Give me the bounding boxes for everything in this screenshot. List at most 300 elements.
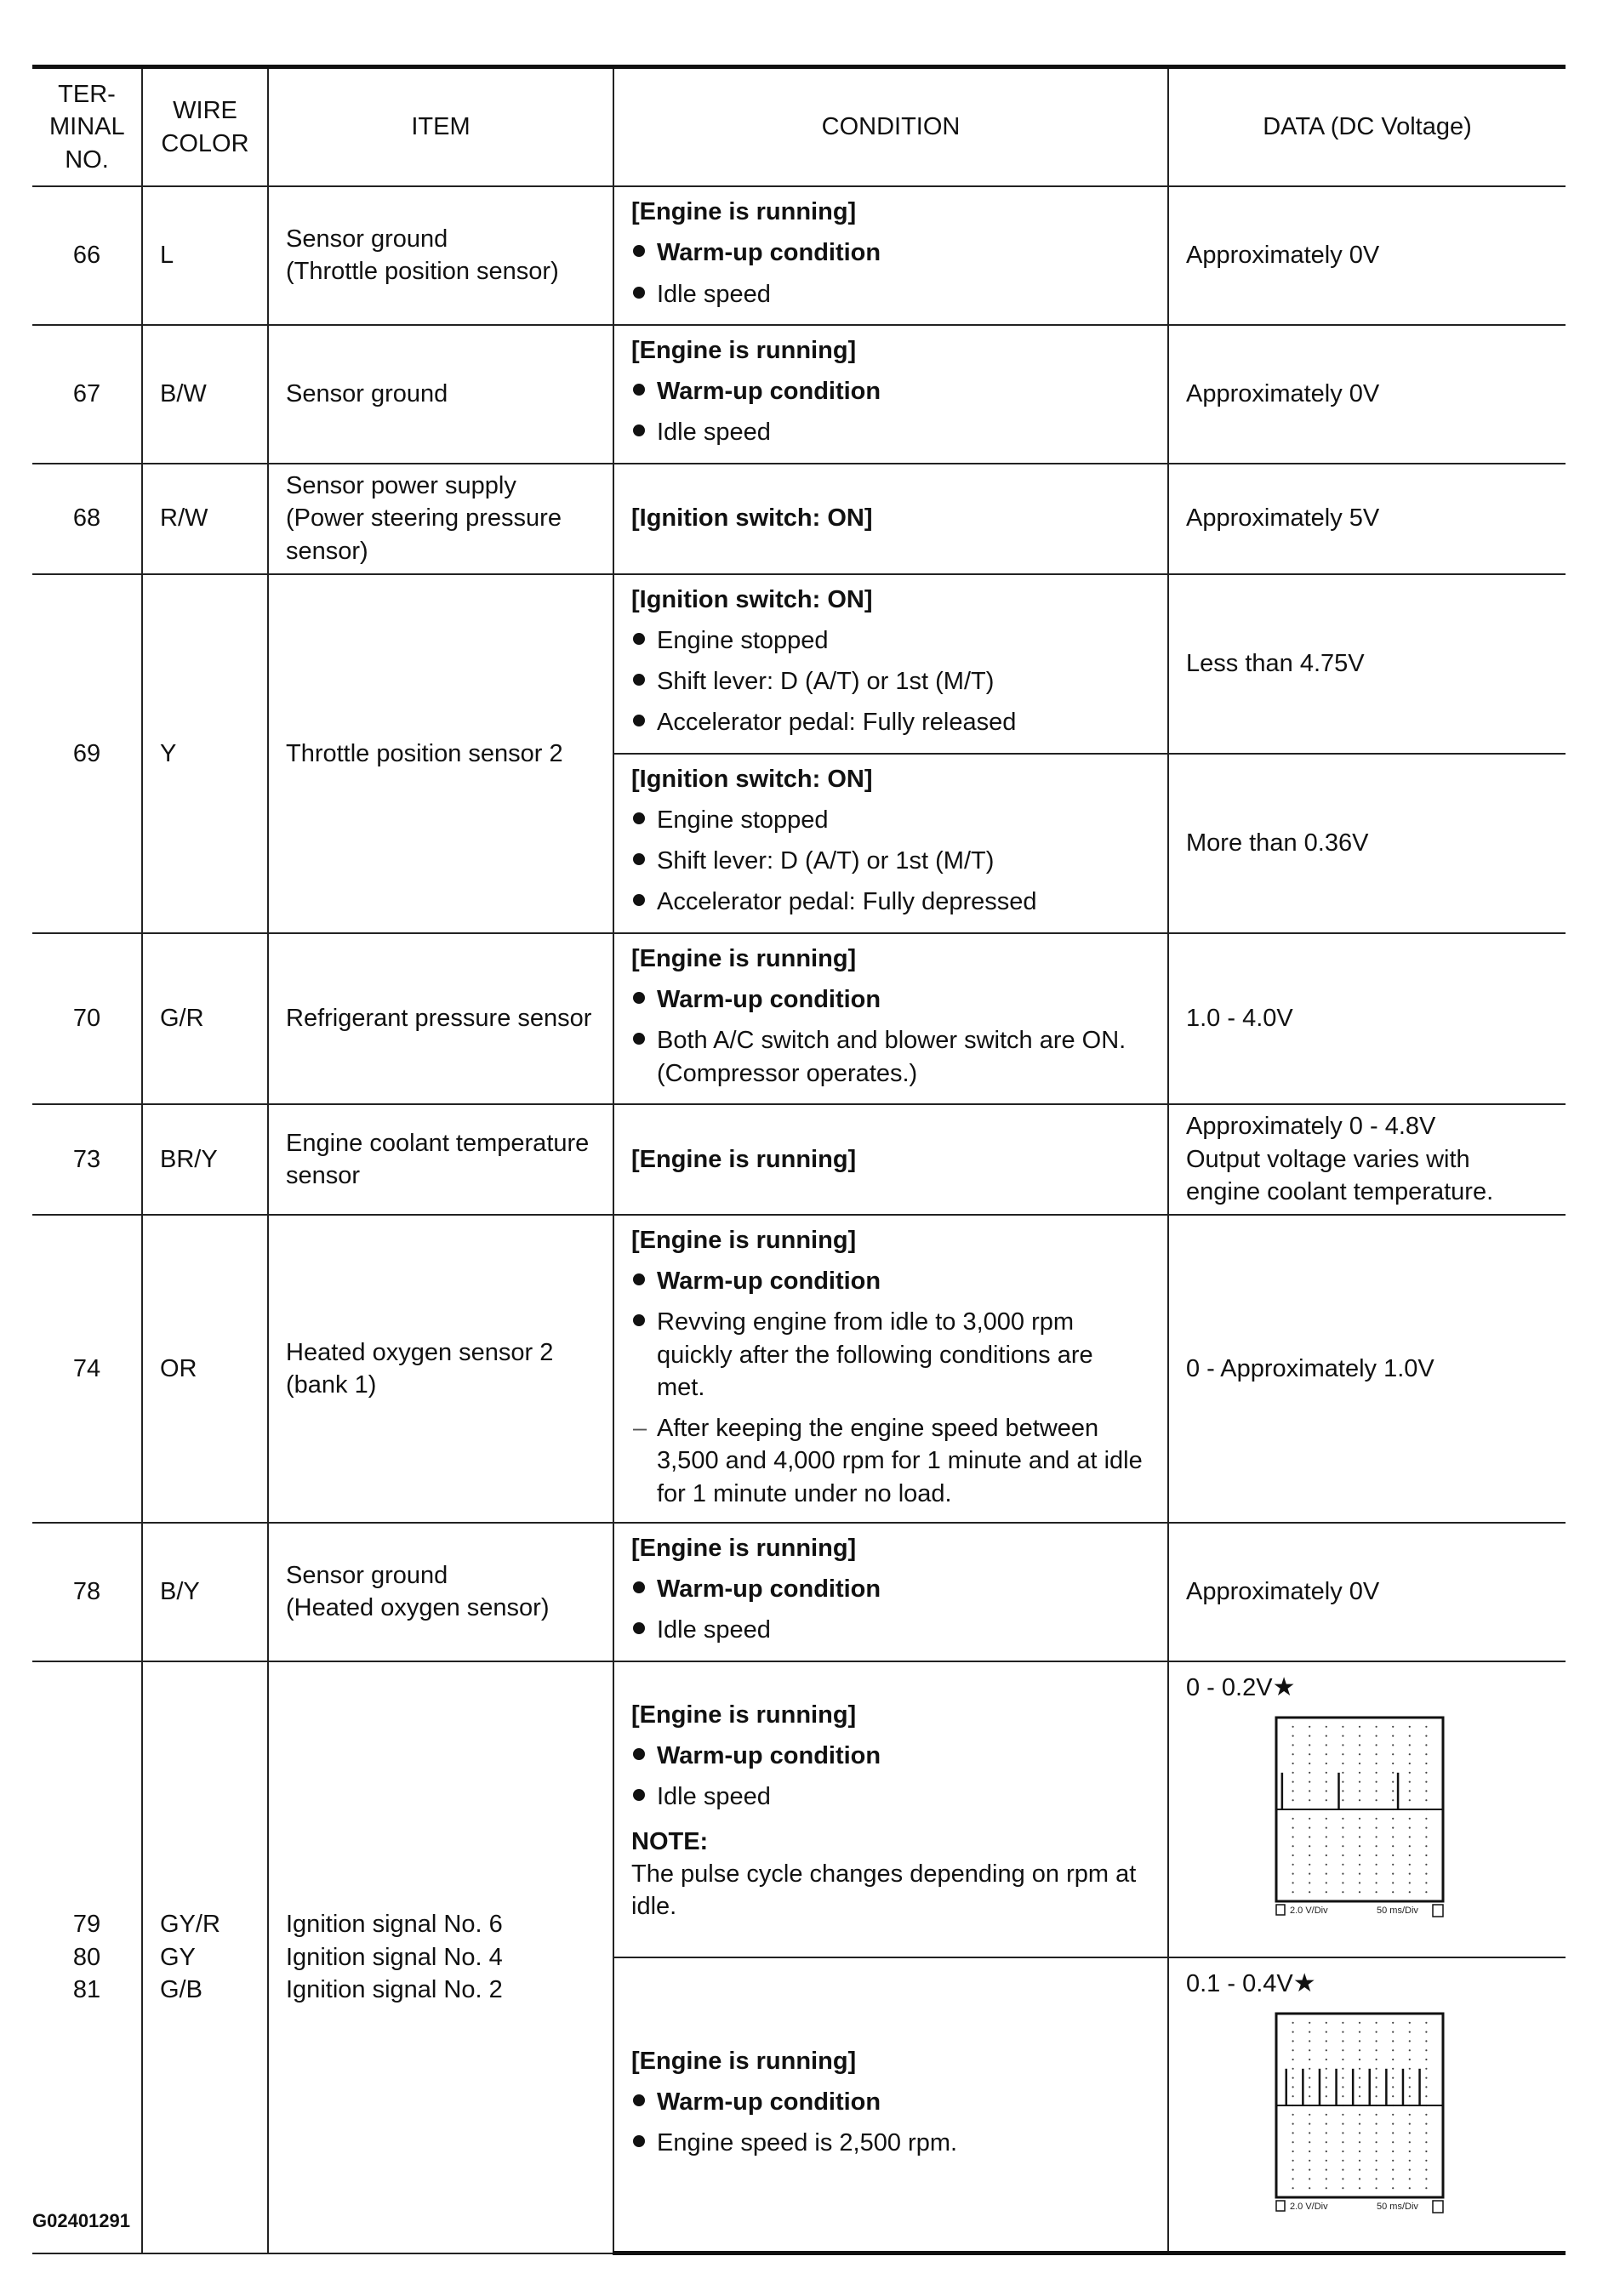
data-value: 0 - 0.2V xyxy=(1186,1673,1273,1701)
condition-bullet xyxy=(631,886,1150,918)
grid-dot xyxy=(1309,1791,1310,1792)
condition-heading: [Engine is running] xyxy=(631,1226,857,1254)
grid-dot xyxy=(1309,2187,1310,2189)
grid-dot xyxy=(1409,1818,1411,1820)
terminal-no: 67 xyxy=(32,325,142,464)
grid-dot xyxy=(1359,2087,1360,2088)
condition-heading: [Engine is running] xyxy=(631,1534,857,1562)
grid-dot xyxy=(1359,1845,1360,1847)
grid-dot xyxy=(1376,2179,1377,2180)
grid-dot xyxy=(1326,2041,1327,2042)
header-data: DATA (DC Voltage) xyxy=(1168,67,1566,187)
grid-dot xyxy=(1292,2141,1294,2143)
grid-dot xyxy=(1359,1763,1360,1764)
condition-bullet xyxy=(631,416,1150,448)
grid-dot xyxy=(1309,2169,1310,2171)
grid-dot xyxy=(1376,2151,1377,2152)
grid-dot xyxy=(1309,1763,1310,1764)
grid-dot xyxy=(1292,2077,1294,2079)
grid-dot xyxy=(1425,2041,1427,2042)
grid-dot xyxy=(1342,1837,1343,1838)
wire-color: B/W xyxy=(142,325,268,464)
scope-volt-scale: 2.0 V/Div xyxy=(1290,2202,1328,2213)
grid-dot xyxy=(1309,2151,1310,2152)
grid-dot xyxy=(1292,2169,1294,2171)
grid-dot xyxy=(1425,2141,1427,2143)
grid-dot xyxy=(1342,1864,1343,1866)
grid-dot xyxy=(1409,1864,1411,1866)
condition-cell xyxy=(613,186,1168,325)
grid-dot xyxy=(1425,2031,1427,2033)
condition-bullet xyxy=(631,1573,1150,1605)
grid-dot xyxy=(1292,1827,1294,1829)
grid-dot xyxy=(1376,2169,1377,2171)
grid-dot xyxy=(1376,2022,1377,2024)
header-terminal: TER- MINAL NO. xyxy=(32,67,142,187)
grid-dot xyxy=(1376,1745,1377,1746)
grid-dot xyxy=(1342,2187,1343,2189)
grid-dot xyxy=(1376,2041,1377,2042)
grid-dot xyxy=(1309,2179,1310,2180)
condition-bullet xyxy=(631,1265,1150,1297)
bullet-icon xyxy=(633,715,645,726)
grid-dot xyxy=(1292,2179,1294,2180)
grid-dot xyxy=(1425,1837,1427,1838)
bullet-text: Idle speed xyxy=(657,1616,771,1644)
grid-dot xyxy=(1309,1883,1310,1884)
bullet-icon xyxy=(633,1789,645,1801)
grid-dot xyxy=(1342,2179,1343,2180)
grid-dot xyxy=(1425,2059,1427,2060)
bullet-text: Warm-up condition xyxy=(657,1268,881,1296)
grid-dot xyxy=(1326,1864,1327,1866)
bullet-text: Shift lever: D (A/T) or 1st (M/T) xyxy=(657,668,995,696)
grid-dot xyxy=(1392,1827,1394,1829)
grid-dot xyxy=(1376,1791,1377,1792)
grid-dot xyxy=(1392,2031,1394,2033)
grid-dot xyxy=(1425,1845,1427,1847)
grid-dot xyxy=(1392,2041,1394,2042)
terminal-no: 68 xyxy=(32,464,142,574)
scope-mode-icon xyxy=(1276,1905,1285,1915)
grid-dot xyxy=(1309,2041,1310,2042)
grid-dot xyxy=(1409,1753,1411,1755)
table-row xyxy=(32,933,1566,1104)
condition-bullet xyxy=(631,1740,1150,1772)
grid-dot xyxy=(1425,1772,1427,1774)
grid-dot xyxy=(1359,2031,1360,2033)
condition-bullet xyxy=(631,2086,1150,2118)
grid-dot xyxy=(1326,2160,1327,2162)
grid-dot xyxy=(1292,1837,1294,1838)
grid-dot xyxy=(1376,1845,1377,1847)
grid-dot xyxy=(1425,1799,1427,1801)
grid-dot xyxy=(1292,1864,1294,1866)
grid-dot xyxy=(1359,2068,1360,2070)
table-row xyxy=(32,1215,1566,1523)
grid-dot xyxy=(1409,2141,1411,2143)
grid-dot xyxy=(1342,2077,1343,2079)
grid-dot xyxy=(1376,2187,1377,2189)
grid-dot xyxy=(1425,2160,1427,2162)
grid-dot xyxy=(1359,1864,1360,1866)
grid-dot xyxy=(1392,1873,1394,1875)
item-text: Heated oxygen sensor 2 (bank 1) xyxy=(268,1215,613,1523)
grid-dot xyxy=(1392,2133,1394,2134)
grid-dot xyxy=(1309,1772,1310,1774)
grid-dot xyxy=(1392,2169,1394,2171)
grid-dot xyxy=(1326,1854,1327,1856)
data-value: Approximately 0V xyxy=(1168,325,1566,464)
terminal-no: 74 xyxy=(32,1215,142,1523)
grid-dot xyxy=(1392,2151,1394,2152)
grid-dot xyxy=(1425,1791,1427,1792)
grid-dot xyxy=(1376,1873,1377,1875)
terminal-no: 69 xyxy=(32,574,142,933)
condition-sub-item xyxy=(631,1412,1150,1510)
bullet-text: Warm-up condition xyxy=(657,985,881,1013)
grid-dot xyxy=(1376,1891,1377,1893)
grid-dot xyxy=(1376,1837,1377,1838)
bullet-icon xyxy=(633,2135,645,2147)
grid-dot xyxy=(1392,1735,1394,1737)
grid-dot xyxy=(1309,2059,1310,2060)
condition-bullet xyxy=(631,236,1150,269)
bullet-icon xyxy=(633,1033,645,1045)
item-text: Engine coolant temperature sensor xyxy=(268,1104,613,1215)
wire-color: B/Y xyxy=(142,1523,268,1661)
oscilloscope-waveform-idle xyxy=(1269,1716,1450,1918)
data-cell xyxy=(1168,1661,1566,1957)
bullet-text: Warm-up condition xyxy=(657,1742,881,1770)
grid-dot xyxy=(1326,2179,1327,2180)
grid-dot xyxy=(1309,2141,1310,2143)
grid-dot xyxy=(1425,1781,1427,1783)
grid-dot xyxy=(1326,2169,1327,2171)
condition-heading: [Ignition switch: ON] xyxy=(631,504,873,533)
grid-dot xyxy=(1342,2133,1343,2134)
grid-dot xyxy=(1342,2114,1343,2116)
bullet-text: Engine speed is 2,500 rpm. xyxy=(657,2129,958,2157)
grid-dot xyxy=(1326,1837,1327,1838)
grid-dot xyxy=(1392,1891,1394,1893)
scope-mode-icon xyxy=(1276,2201,1285,2211)
grid-dot xyxy=(1292,2049,1294,2051)
grid-dot xyxy=(1292,1845,1294,1847)
grid-dot xyxy=(1309,1735,1310,1737)
grid-dot xyxy=(1309,1745,1310,1746)
grid-dot xyxy=(1376,2068,1377,2070)
grid-dot xyxy=(1292,2123,1294,2125)
grid-dot xyxy=(1425,2049,1427,2051)
grid-dot xyxy=(1309,1818,1310,1820)
grid-dot xyxy=(1376,2077,1377,2079)
grid-dot xyxy=(1342,2059,1343,2060)
grid-dot xyxy=(1409,1791,1411,1792)
header-condition: CONDITION xyxy=(613,67,1168,187)
grid-dot xyxy=(1292,2022,1294,2024)
bullet-text: Accelerator pedal: Fully released xyxy=(657,709,1017,737)
scope-corner-box xyxy=(1433,1905,1443,1917)
data-value: Approximately 0 - 4.8V Output voltage varies with engine coolant temperature. xyxy=(1168,1104,1566,1215)
grid-dot xyxy=(1326,2114,1327,2116)
condition-bullet xyxy=(631,1024,1150,1090)
grid-dot xyxy=(1392,2160,1394,2162)
grid-dot xyxy=(1292,1873,1294,1875)
grid-dot xyxy=(1425,1745,1427,1746)
bullet-icon xyxy=(633,1622,645,1634)
grid-dot xyxy=(1376,2049,1377,2051)
grid-dot xyxy=(1292,1799,1294,1801)
grid-dot xyxy=(1409,2151,1411,2152)
star-icon: ★ xyxy=(1292,1968,1316,1997)
grid-dot xyxy=(1309,2077,1310,2079)
grid-dot xyxy=(1309,1845,1310,1847)
condition-bullet xyxy=(631,1780,1150,1813)
data-value: Approximately 0V xyxy=(1168,1523,1566,1661)
table-row xyxy=(32,1661,1566,1957)
grid-dot xyxy=(1425,2077,1427,2079)
grid-dot xyxy=(1292,2114,1294,2116)
grid-dot xyxy=(1342,1873,1343,1875)
table-row xyxy=(32,464,1566,574)
wire-color: G/R xyxy=(142,933,268,1104)
grid-dot xyxy=(1342,2041,1343,2042)
grid-dot xyxy=(1359,1781,1360,1783)
condition-cell xyxy=(613,1523,1168,1661)
grid-dot xyxy=(1376,1735,1377,1737)
condition-heading: [Engine is running] xyxy=(631,1145,857,1173)
grid-dot xyxy=(1309,2068,1310,2070)
grid-dot xyxy=(1392,2049,1394,2051)
condition-bullet xyxy=(631,624,1150,657)
bullet-text: Both A/C switch and blower switch are ON. (Compressor operates.) xyxy=(657,1027,1126,1087)
condition-bullet xyxy=(631,983,1150,1016)
grid-dot xyxy=(1425,1763,1427,1764)
grid-dot xyxy=(1392,2141,1394,2143)
grid-dot xyxy=(1359,2095,1360,2097)
grid-dot xyxy=(1376,2141,1377,2143)
scope-time-scale: 50 ms/Div xyxy=(1377,2202,1418,2213)
bullet-text: Idle speed xyxy=(657,280,771,308)
terminal-no: 73 xyxy=(32,1104,142,1215)
grid-dot xyxy=(1409,1854,1411,1856)
grid-dot xyxy=(1326,1753,1327,1755)
grid-dot xyxy=(1425,1753,1427,1755)
bullet-icon xyxy=(633,853,645,865)
grid-dot xyxy=(1425,1864,1427,1866)
item-text: Sensor ground xyxy=(268,325,613,464)
grid-dot xyxy=(1409,1827,1411,1829)
bullet-text: Shift lever: D (A/T) or 1st (M/T) xyxy=(657,847,995,875)
grid-dot xyxy=(1359,2141,1360,2143)
grid-dot xyxy=(1409,2068,1411,2070)
grid-dot xyxy=(1359,2133,1360,2134)
grid-dot xyxy=(1409,1799,1411,1801)
grid-dot xyxy=(1359,1883,1360,1884)
grid-dot xyxy=(1292,1854,1294,1856)
grid-dot xyxy=(1326,1891,1327,1893)
grid-dot xyxy=(1309,2160,1310,2162)
grid-dot xyxy=(1359,1735,1360,1737)
grid-dot xyxy=(1409,1772,1411,1774)
data-value: Less than 4.75V xyxy=(1168,574,1566,754)
grid-dot xyxy=(1392,1854,1394,1856)
grid-dot xyxy=(1342,2123,1343,2125)
condition-cell xyxy=(613,574,1168,754)
grid-dot xyxy=(1342,1799,1343,1801)
grid-dot xyxy=(1309,1781,1310,1783)
wire-color: Y xyxy=(142,574,268,933)
header-row xyxy=(32,67,1566,187)
grid-dot xyxy=(1326,2141,1327,2143)
bullet-text: Engine stopped xyxy=(657,806,829,834)
grid-dot xyxy=(1326,2133,1327,2134)
grid-dot xyxy=(1359,2179,1360,2180)
grid-dot xyxy=(1326,1799,1327,1801)
grid-dot xyxy=(1425,1891,1427,1893)
terminal-no: 78 xyxy=(32,1523,142,1661)
grid-dot xyxy=(1342,2160,1343,2162)
grid-dot xyxy=(1392,1837,1394,1838)
grid-dot xyxy=(1309,2095,1310,2097)
grid-dot xyxy=(1359,1772,1360,1774)
data-value: 0 - Approximately 1.0V xyxy=(1168,1215,1566,1523)
grid-dot xyxy=(1342,1791,1343,1792)
grid-dot xyxy=(1376,1799,1377,1801)
bullet-icon xyxy=(633,424,645,436)
grid-dot xyxy=(1409,2077,1411,2079)
grid-dot xyxy=(1409,2169,1411,2171)
grid-dot xyxy=(1309,2123,1310,2125)
condition-bullet xyxy=(631,278,1150,311)
grid-dot xyxy=(1292,2041,1294,2042)
grid-dot xyxy=(1342,1827,1343,1829)
table-row xyxy=(32,325,1566,464)
grid-dot xyxy=(1292,1883,1294,1884)
grid-dot xyxy=(1409,2031,1411,2033)
note-text: The pulse cycle changes depending on rpm at idle. xyxy=(631,1860,1137,1921)
condition-cell xyxy=(613,464,1168,574)
data-value: Approximately 5V xyxy=(1168,464,1566,574)
grid-dot xyxy=(1359,2077,1360,2079)
grid-dot xyxy=(1342,2022,1343,2024)
wire-color: OR xyxy=(142,1215,268,1523)
grid-dot xyxy=(1309,1837,1310,1838)
grid-dot xyxy=(1326,2068,1327,2070)
grid-dot xyxy=(1425,1854,1427,1856)
grid-dot xyxy=(1376,1827,1377,1829)
grid-dot xyxy=(1392,2095,1394,2097)
bullet-text: Revving engine from idle to 3,000 rpm quickly after the following conditions are met. xyxy=(657,1308,1093,1401)
table-row xyxy=(32,1523,1566,1661)
wire-color: BR/Y xyxy=(142,1104,268,1215)
grid-dot xyxy=(1376,1763,1377,1764)
grid-dot xyxy=(1392,1818,1394,1820)
grid-dot xyxy=(1392,2087,1394,2088)
grid-dot xyxy=(1309,1873,1310,1875)
condition-heading: [Ignition switch: ON] xyxy=(631,585,873,613)
grid-dot xyxy=(1342,1763,1343,1764)
grid-dot xyxy=(1292,1781,1294,1783)
terminal-no: 70 xyxy=(32,933,142,1104)
item-text: Throttle position sensor 2 xyxy=(268,574,613,933)
grid-dot xyxy=(1409,1873,1411,1875)
grid-dot xyxy=(1342,1781,1343,1783)
grid-dot xyxy=(1359,1891,1360,1893)
table-row xyxy=(32,1104,1566,1215)
grid-dot xyxy=(1292,2068,1294,2070)
bullet-icon xyxy=(633,287,645,299)
condition-bullet xyxy=(631,665,1150,698)
grid-dot xyxy=(1359,1799,1360,1801)
grid-dot xyxy=(1309,1827,1310,1829)
grid-dot xyxy=(1425,2095,1427,2097)
grid-dot xyxy=(1425,1883,1427,1884)
grid-dot xyxy=(1409,1735,1411,1737)
terminal-data-table xyxy=(32,65,1566,2255)
grid-dot xyxy=(1292,1818,1294,1820)
scope-corner-box xyxy=(1433,2201,1443,2213)
grid-dot xyxy=(1392,2059,1394,2060)
grid-dot xyxy=(1392,2022,1394,2024)
grid-dot xyxy=(1326,2151,1327,2152)
bullet-icon xyxy=(633,674,645,686)
grid-dot xyxy=(1425,2068,1427,2070)
grid-dot xyxy=(1342,1726,1343,1728)
bullet-icon xyxy=(633,1748,645,1760)
header-item: ITEM xyxy=(268,67,613,187)
grid-dot xyxy=(1359,2169,1360,2171)
grid-dot xyxy=(1342,2095,1343,2097)
grid-dot xyxy=(1359,1791,1360,1792)
bullet-icon xyxy=(633,1314,645,1326)
bullet-icon xyxy=(633,1581,645,1593)
grid-dot xyxy=(1409,1745,1411,1746)
grid-dot xyxy=(1409,2041,1411,2042)
grid-dot xyxy=(1292,2095,1294,2097)
grid-dot xyxy=(1392,2068,1394,2070)
grid-dot xyxy=(1326,2059,1327,2060)
bullet-text: Warm-up condition xyxy=(657,1575,881,1604)
grid-dot xyxy=(1292,2151,1294,2152)
grid-dot xyxy=(1376,2095,1377,2097)
condition-cell xyxy=(613,1215,1168,1523)
grid-dot xyxy=(1342,1845,1343,1847)
star-icon: ★ xyxy=(1272,1672,1296,1701)
grid-dot xyxy=(1342,1854,1343,1856)
grid-dot xyxy=(1425,1735,1427,1737)
grid-dot xyxy=(1342,2068,1343,2070)
condition-heading: [Ignition switch: ON] xyxy=(631,765,873,793)
grid-dot xyxy=(1326,1726,1327,1728)
grid-dot xyxy=(1292,2059,1294,2060)
item-text: Ignition signal No. 6 Ignition signal No. 4 Ignition signal No. 2 xyxy=(268,1661,613,2253)
note-title: NOTE: xyxy=(631,1827,709,1855)
grid-dot xyxy=(1359,2114,1360,2116)
wire-color: R/W xyxy=(142,464,268,574)
grid-dot xyxy=(1409,1763,1411,1764)
grid-dot xyxy=(1425,2187,1427,2189)
header-wire-color: WIRE COLOR xyxy=(142,67,268,187)
condition-cell xyxy=(613,754,1168,933)
grid-dot xyxy=(1292,2087,1294,2088)
grid-dot xyxy=(1326,2187,1327,2189)
grid-dot xyxy=(1359,2022,1360,2024)
grid-dot xyxy=(1425,2022,1427,2024)
bullet-icon xyxy=(633,894,645,906)
grid-dot xyxy=(1359,1837,1360,1838)
